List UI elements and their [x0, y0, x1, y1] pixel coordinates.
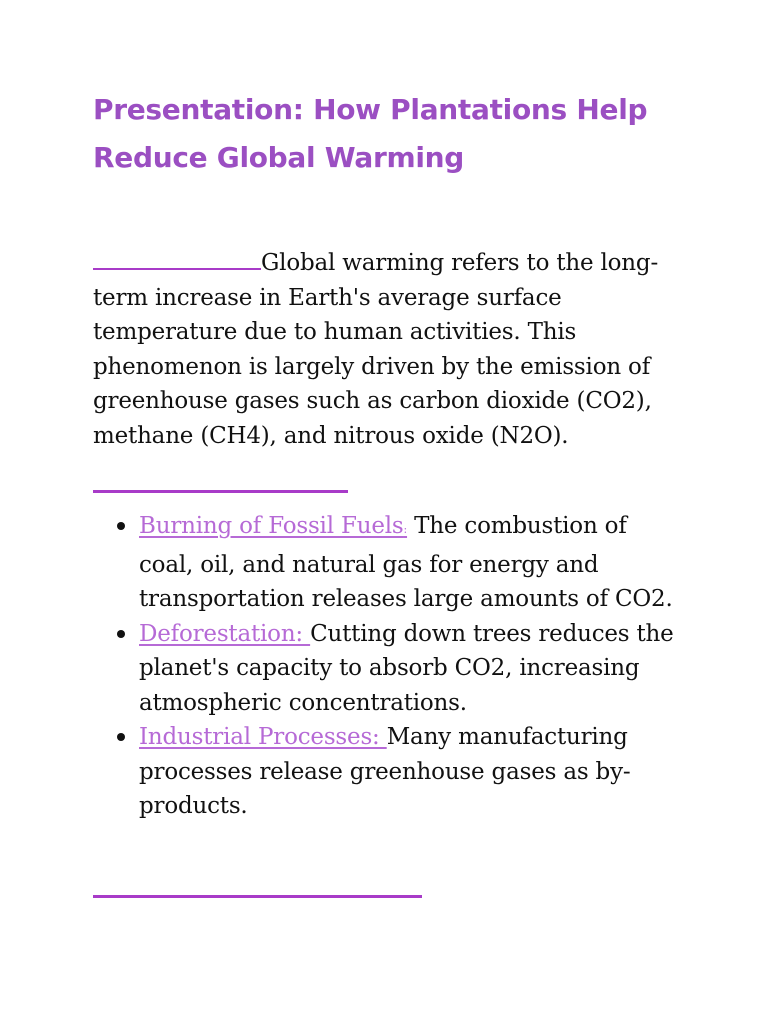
cause-link-industrial-processes[interactable]: Industrial Processes: — [139, 724, 387, 750]
blank-heading-line — [93, 248, 261, 270]
cause-description: Many manufacturing processes release greenhouse gases as by-products. — [139, 724, 631, 819]
section-heading-line — [93, 895, 422, 898]
list-item — [139, 617, 679, 721]
page-title: Presentation: How Plantations Help Reduce Global Warming — [93, 93, 648, 174]
cause-description: The combustion of coal, oil, and natural gas for energy and transportation releases large amounts of CO2. — [139, 513, 673, 612]
bullet-icon — [117, 522, 125, 530]
cause-link-deforestation[interactable]: Deforestation: — [139, 620, 311, 647]
section-heading-line — [93, 490, 348, 493]
list-item — [139, 720, 679, 824]
cause-link-fossil-fuels[interactable]: Burning of Fossil Fuels — [139, 513, 404, 539]
intro-text: Global warming refers to the long-term increase in Earth's average surface temperature due to human activities. This phenomenon is largely driven by the emission of greenhouse gases such as carbon dioxide (CO2), methane (CH4), and nitrous oxide (N2O). — [93, 250, 659, 449]
bullet-icon — [117, 733, 125, 741]
cause-description: Cutting down trees reduces the planet's capacity to absorb CO2, increasing atmospheric concentrations. — [139, 620, 674, 716]
cause-separator[interactable]: : — [403, 523, 408, 536]
list-item — [139, 509, 679, 617]
bullet-icon — [117, 630, 125, 638]
intro-paragraph — [93, 246, 683, 453]
causes-list — [139, 509, 679, 824]
